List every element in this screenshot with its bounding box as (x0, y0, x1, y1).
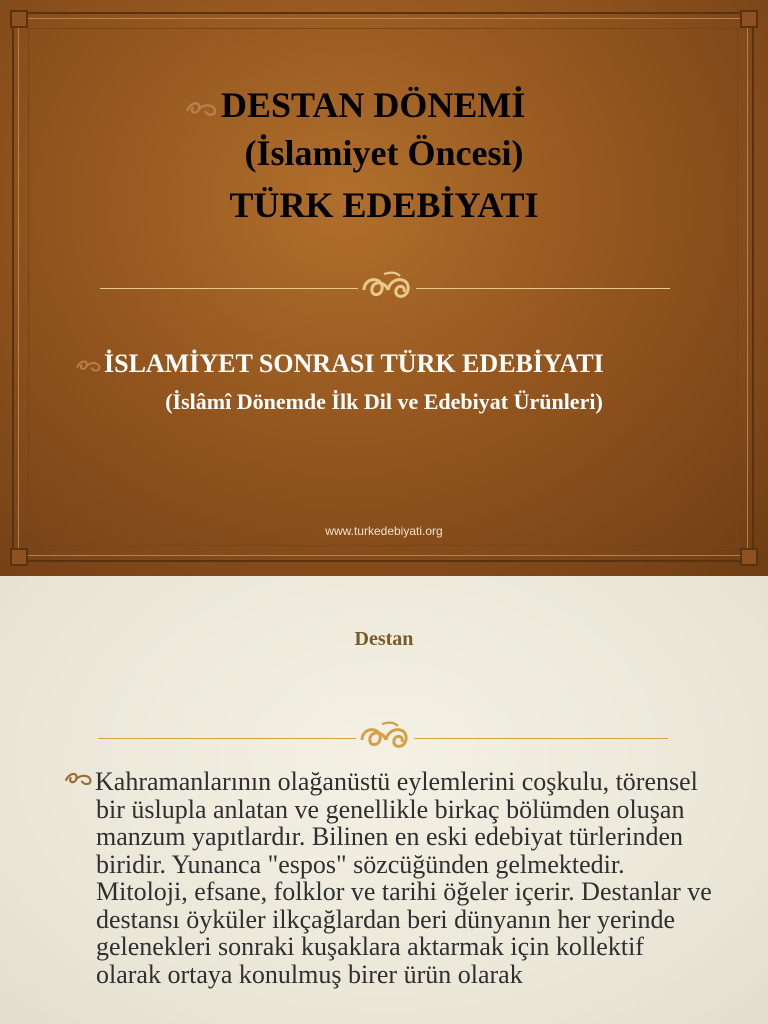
slide-1-title-line-3: TÜRK EDEBİYATI (229, 185, 539, 225)
slide-1-subtitle-line-1 (75, 346, 604, 382)
body-text: Kahramanlarının olağanüstü eylemlerini coşkulu, törensel bir üslupla anlatan ve genellikle birkaç bölümden oluşan manzum yapıtlardır. Bilinen en eski edebiyat türlerinden biridir. Yunanca "espos" sözcüğünden gelmektedir. Mitoloji, efsane, folklor ve tarihi öğeler içerir. Destanlar ve destansı öyküler ilkçağlardan beri dünyanın her yerinde gelenekleri sonraki kuşaklara aktarmak için kollektif olarak ortaya konulmuş birer ürün olarak (95, 767, 712, 989)
slide-2-title: Destan (354, 628, 414, 650)
body-paragraph (64, 768, 714, 988)
flourish-ornament-icon (358, 720, 412, 756)
slide-1-subtitle-line-2: (İslâmî Dönemde İlk Dil ve Edebiyat Ürünleri) (165, 389, 603, 414)
website-url: www.turkedebiyati.org (325, 524, 443, 538)
frame-corner-ornament (740, 10, 758, 28)
bullet-icon (75, 358, 103, 374)
bullet-icon (64, 770, 94, 788)
frame-corner-ornament (10, 10, 28, 28)
title-text: DESTAN DÖNEMİ (221, 85, 526, 125)
subtitle-text: İSLAMİYET SONRASI TÜRK EDEBİYATI (104, 349, 604, 378)
bullet-icon (185, 99, 219, 119)
slide-1-title-line-1 (185, 82, 525, 128)
frame-corner-ornament (10, 548, 28, 566)
flourish-ornament-icon (360, 270, 414, 306)
frame-corner-ornament (740, 548, 758, 566)
slide-1-title-line-2: (İslamiyet Öncesi) (244, 133, 524, 173)
slide-2-body (64, 768, 714, 988)
slide-2 (0, 576, 768, 1024)
